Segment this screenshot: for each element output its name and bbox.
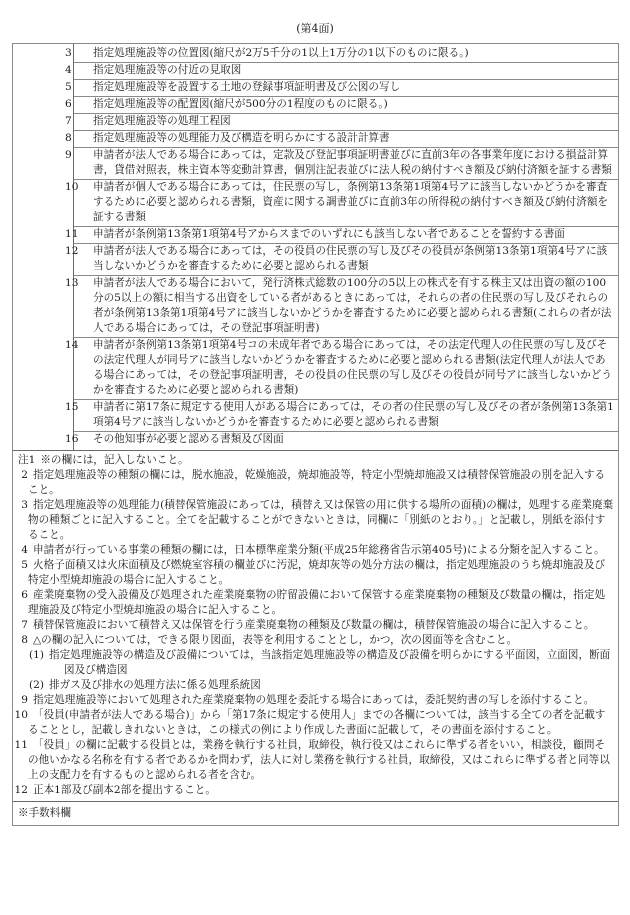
attachment-number: 14 (65, 339, 79, 351)
note-item (18, 453, 614, 468)
note-text: 指定処理施設等の構造及び設備については，当該指定処理施設等の構造及び設備を明らかにする平面図，立面図，断面図及び構造図 (49, 649, 611, 676)
note-text: 産業廃棄物の受入設備及び処理された産業廃棄物の貯留設備において保管する産業廃棄物の種類及び数量の欄は，指定処理施設及び特定小型焼却施設の場合に記入すること。 (28, 589, 606, 616)
note-item (18, 693, 614, 708)
note-item (14, 738, 614, 783)
note-text: △の欄の記入については，できる限り図面，表等を利用することとし，かつ，次の図面等を含むこと。 (33, 634, 518, 646)
note-number: 8 (21, 634, 28, 646)
attachment-text: 指定処理施設等の処理能力及び構造を明らかにする設計計算書 (93, 132, 390, 144)
note-text: 指定処理施設等の処理能力(積替保管施設にあっては，積替え又は保管の用に供する場所の面積)の欄は，処理する産業廃棄物の種類ごとに記入すること。全てを記載することができないときは，同欄に「別紙のとおり。」と記載し，別紙を添付すること。 (28, 499, 614, 541)
attachment-item (65, 80, 618, 97)
fee-field[interactable]: ※手数料欄 (18, 807, 71, 819)
attachment-text: 申請者が法人である場合において，発行済株式総数の100分の5以上の株式を有する株主又は出資の額の100分の5以上の額に相当する出資をしている者があるときにあっては，それらの者の住民票の写し及びそれらの者が条例第13条第1項第4号アに該当しないかどうかを審査するために必要と認められる書類(これらの者が法人である場合にあっては，その登記事項証明書) (93, 277, 612, 334)
note-text: 排ガス及び排水の処理方法に係る処理系統図 (49, 679, 261, 691)
attachments-row (13, 44, 618, 451)
attachment-text: 指定処理施設等の処理工程図 (93, 115, 231, 127)
note-text: 指定処理施設等において処理された産業廃棄物の処理を委託する場合にあっては，委託契約書の写しを添付すること。 (33, 694, 595, 706)
attachment-number: 10 (65, 181, 79, 193)
attachment-text: 申請者が個人である場合にあっては，住民票の写し，条例第13条第1項第4号アに該当しないかどうかを審査するために必要と認められる書類，資産に関する調書並びに直前3年の所得税の納付すべき額及び納付済額を証する書類 (93, 181, 609, 223)
attachment-number: 11 (65, 228, 79, 240)
attachment-number: 12 (65, 245, 79, 257)
attachment-text: 指定処理施設等の位置図(縮尺が2万5千分の1以上1万分の1以下のものに限る。) (93, 47, 469, 59)
note-subitem (18, 648, 614, 678)
note-text: ※の欄には，記入しないこと。 (40, 454, 189, 466)
attachment-item (65, 180, 618, 227)
note-number: 11 (14, 739, 28, 751)
note-item (18, 468, 614, 498)
note-number: 7 (21, 619, 28, 631)
attachment-number: 5 (65, 81, 72, 93)
attachment-text: 申請者が法人である場合にあっては，定款及び登記事項証明書並びに直前3年の各事業年度における損益計算書，貸借対照表，株主資本等変動計算書，個別注記表並びに法人税の納付すべき額及び納付済額を証する書類 (93, 149, 612, 176)
attachment-text: 申請者が条例第13条第1項第4号アからスまでのいずれにも該当しない者であることを誓約する書面 (93, 228, 565, 240)
note-number: 2 (21, 469, 28, 481)
attachment-number: 9 (65, 149, 72, 161)
attachment-number: 13 (65, 277, 79, 289)
attachment-text: 指定処理施設等の付近の見取図 (93, 64, 242, 76)
attachment-item (65, 244, 618, 276)
note-number: 6 (21, 589, 28, 601)
attachments-list (65, 44, 618, 450)
note-number: 4 (21, 544, 28, 556)
note-item (14, 783, 614, 798)
note-number: 5 (21, 559, 28, 571)
attachment-number: 7 (65, 115, 72, 127)
attachment-number: 4 (65, 64, 72, 76)
note-number: 3 (21, 499, 28, 511)
page-label: (第4面) (296, 22, 334, 35)
attachment-text: 申請者が法人である場合にあっては，その役員の住民票の写し及びその役員が条例第13条第1項第4号アに該当しないかどうかを審査するために必要と認められる書類 (93, 245, 608, 272)
note-number: (2) (28, 679, 44, 691)
notes-row (13, 451, 618, 802)
note-text: 申請者が行っている事業の種類の欄には，日本標準産業分類(平成25年総務省告示第405号)による分類を記入すること。 (33, 544, 605, 556)
note-item (18, 543, 614, 558)
note-number: 10 (14, 709, 28, 721)
notes-list (13, 451, 618, 801)
form-table (12, 43, 619, 826)
note-item (18, 633, 614, 648)
attachment-item (65, 227, 618, 244)
attachment-number: 3 (65, 47, 72, 59)
note-number: 12 (14, 784, 28, 796)
attachment-text: その他知事が必要と認める書類及び図面 (93, 433, 284, 445)
note-text: 積替保管施設において積替え又は保管を行う産業廃棄物の種類及び数量の欄は，積替保管施設の場合に記入すること。 (33, 619, 595, 631)
attachment-item (65, 148, 618, 180)
note-item (14, 708, 614, 738)
note-text: 「役員(申請者が法人である場合)」から「第17条に規定する使用人」までの各欄については，該当する全ての者を記載することとし，記載しきれないときは，この様式の例により作成した書面に記載して，その書面を添付すること。 (28, 709, 606, 736)
note-text: 火格子面積又は火床面積及び燃焼室容積の欄並びに汚泥，焼却灰等の処分方法の欄は，指定処理施設のうち焼却施設及び特定小型焼却施設の場合に記入すること。 (28, 559, 606, 586)
attachment-number: 15 (65, 401, 79, 413)
note-item (18, 588, 614, 618)
attachment-item (65, 276, 618, 338)
attachment-text: 指定処理施設等の配置図(縮尺が500分の1程度のものに限る。) (93, 98, 388, 110)
note-text: 指定処理施設等の種類の欄には，脱水施設，乾燥施設，焼却施設等，特定小型焼却施設又は積替保管施設の別を記入すること。 (28, 469, 606, 496)
attachment-item (65, 432, 618, 448)
note-item (18, 498, 614, 543)
attachment-number: 8 (65, 132, 72, 144)
attachment-item (65, 400, 618, 432)
note-number: 9 (21, 694, 28, 706)
note-number: 注1 (18, 454, 36, 466)
attachment-item (65, 338, 618, 400)
attachment-text: 申請者に第17条に規定する使用人がある場合にあっては，その者の住民票の写し及びその者が条例第13条第1項第4号アに該当しないかどうかを審査するために必要と認められる書類 (93, 401, 614, 428)
attachment-text: 申請者が条例第13条第1項第4号コの未成年者である場合にあっては，その法定代理人の住民票の写し及びその法定代理人が同号アに該当しないかどうかを審査するために必要と認められる書類(法定代理人が法人である場合にあっては，その登記事項証明書，その役員の住民票の写し及びその役員が同号アに該当しないかどうかを審査するために必要と認められる書類) (93, 339, 612, 396)
note-subitem (18, 678, 614, 693)
attachment-item (65, 114, 618, 131)
note-text: 正本1部及び副本2部を提出すること。 (33, 784, 216, 796)
attachment-number: 6 (65, 98, 72, 110)
note-item (18, 558, 614, 588)
note-number: (1) (28, 649, 44, 661)
attachment-text: 指定処理施設等を設置する土地の登録事項証明書及び公図の写し (93, 81, 401, 93)
attachment-item (65, 46, 618, 63)
attachment-item (65, 131, 618, 148)
note-item (18, 618, 614, 633)
attachment-item (65, 97, 618, 114)
note-text: 「役員」の欄に記載する役員とは，業務を執行する社員，取締役，執行役又はこれらに準ずる者をいい，相談役，顧問その他いかなる名称を有する者であるかを問わず，法人に対し業務を執行する社員，取締役，又はこれらに準ずる者と同等以上の支配力を有するものと認められる者を含む。 (28, 739, 610, 781)
fee-row (13, 802, 618, 825)
attachment-number: 16 (65, 433, 79, 445)
attachment-item (65, 63, 618, 80)
